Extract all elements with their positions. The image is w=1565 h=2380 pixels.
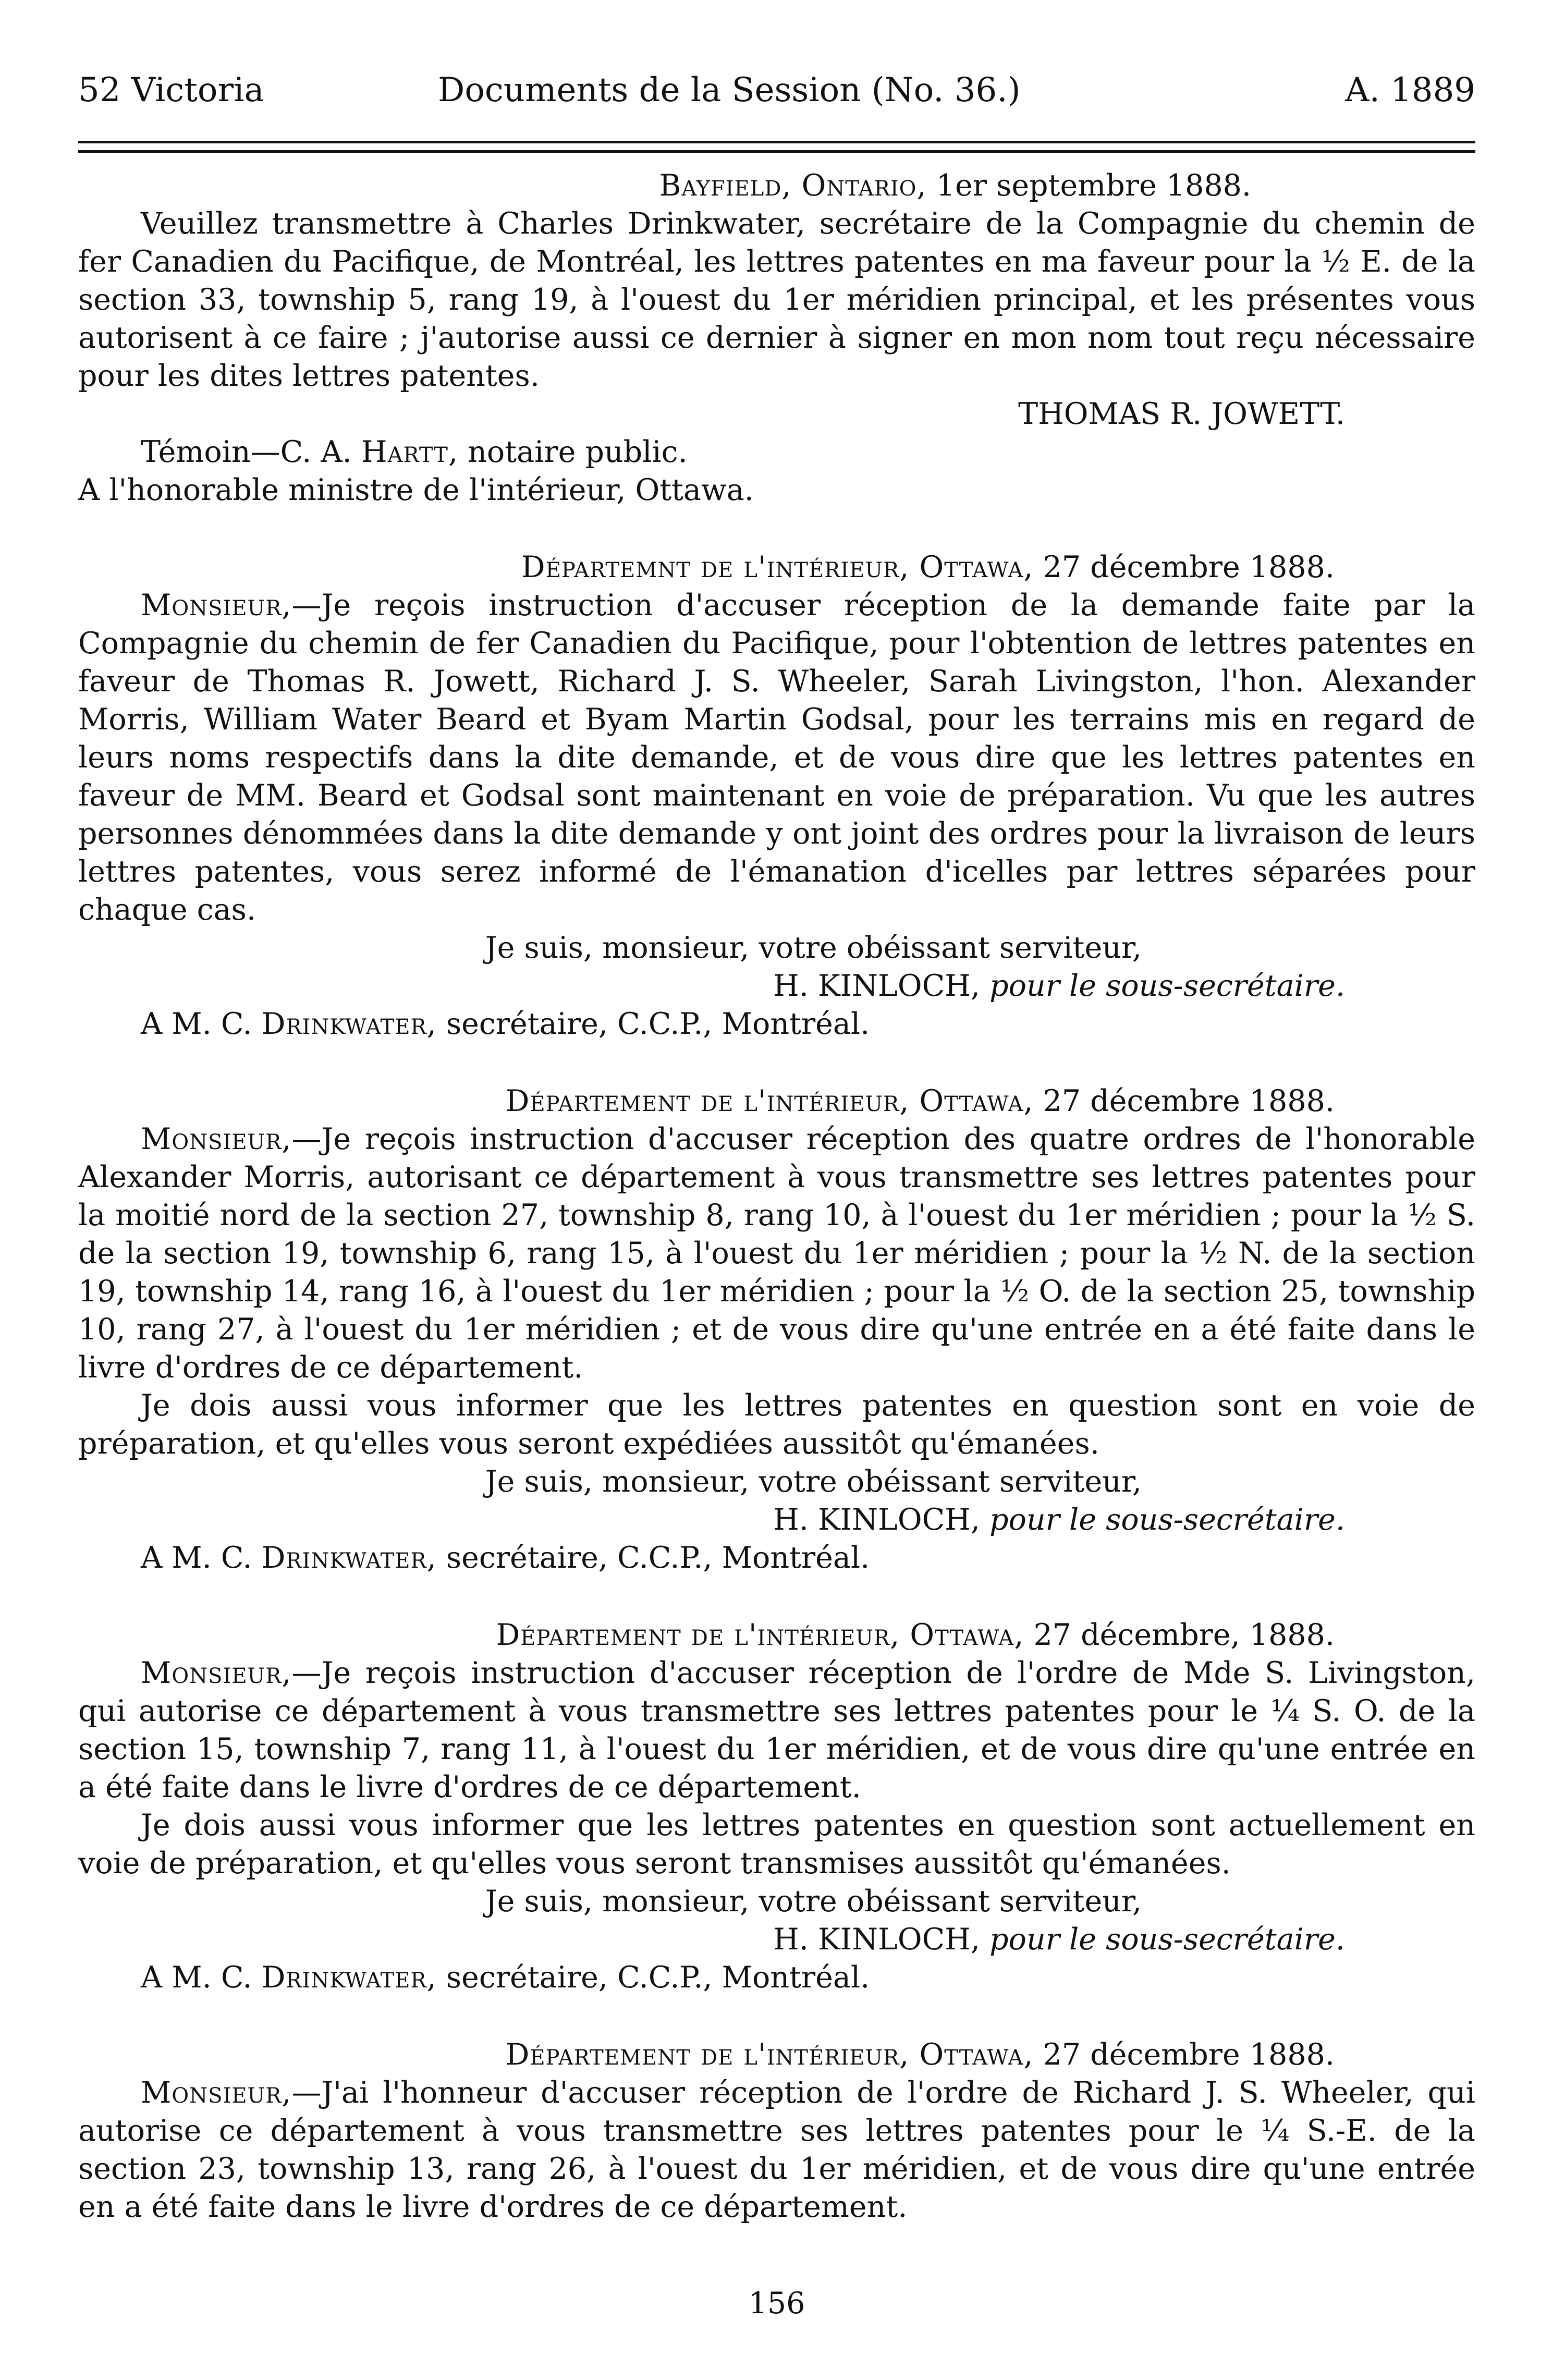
letter-body: Monsieur,—Je reçois instruction d'accuser réception des quatre ordres de l'honorable Alexander Morris, autorisant ce département à vous transmettre ses lettres patentes pour la moitié nord de la section 27, township 8, rang 10, à l'ouest du 1er méridien ; pour la ½ S. de la section 19, township 6, rang 15, à l'ouest du 1er méridien ; pour la ½ N. de la section 19, township 14, rang 16, à l'ouest du 1er méridien ; pour la ½ O. de la section 25, township 10, rang 27, à l'ouest du 1er méridien ; et de vous dire qu'une entrée en a été faite dans le livre d'ordres de ce département.: [78, 1122, 1475, 1385]
letter-jowett-authorization: [78, 167, 1475, 509]
closing-line: Je suis, monsieur, votre obéissant serviteur,: [485, 1884, 1142, 1919]
signature: THOMAS R. JOWETT.: [1018, 397, 1345, 431]
header-rule-bottom: [78, 150, 1475, 153]
signature: H. KINLOCH, pour le sous-secrétaire.: [773, 1503, 1345, 1537]
page-number: 156: [748, 2286, 805, 2321]
letter-kinloch-1: [78, 548, 1475, 1043]
closing-line: Je suis, monsieur, votre obéissant serviteur,: [485, 931, 1142, 965]
header-title: Documents de la Session (No. 36.): [438, 71, 1021, 109]
signature: H. KINLOCH, pour le sous-secrétaire.: [773, 1922, 1345, 1957]
letter-body-second: Je dois aussi vous informer que les lettres patentes en question sont en voie de préparation, et qu'elles vous seront expédiées aussitôt qu'émanées.: [78, 1388, 1475, 1461]
letter-wheeler: [78, 2036, 1475, 2226]
dateline: Départemnt de l'intérieur, Ottawa, 27 décembre 1888.: [521, 550, 1335, 584]
dateline: Département de l'intérieur, Ottawa, 27 décembre 1888.: [505, 1084, 1335, 1118]
salutation: Monsieur,: [141, 1656, 292, 1690]
letter-body: Monsieur,—Je reçois instruction d'accuser réception de la demande faite par la Compagnie du chemin de fer Canadien du Pacifique, pour l'obtention de lettres patentes en faveur de Thomas R. Jowett, Richard J. S. Wheeler, Sarah Livingston, l'hon. Alexander Morris, William Water Beard et Byam Martin Godsal, pour les terrains mis en regard de leurs noms respectifs dans la dite demande, et de vous dire que les lettres patentes en faveur de MM. Beard et Godsal sont maintenant en voie de préparation. Vu que les autres personnes dénommées dans la dite demande y ont joint des ordres pour la livraison de leurs lettres patentes, vous serez informé de l'émanation d'icelles par lettres séparées pour chaque cas.: [78, 588, 1475, 927]
letter-body: Veuillez transmettre à Charles Drinkwater, secrétaire de la Compagnie du chemin de fer Canadien du Pacifique, de Montréal, les lettres patentes en ma faveur pour la ½ E. de la section 33, township 5, rang 19, à l'ouest du 1er méridien principal, et les présentes vous autorisent à ce faire ; j'autorise aussi ce dernier à signer en mon nom tout reçu nécessaire pour les dites lettres patentes.: [78, 206, 1475, 393]
header-volume: 52 Victoria: [78, 71, 264, 109]
dateline: Département de l'intérieur, Ottawa, 27 décembre 1888.: [505, 2037, 1335, 2072]
page-header: [78, 62, 1475, 119]
recipient-line: A M. C. Drinkwater, secrétaire, C.C.P., Montréal.: [141, 1007, 870, 1041]
document-body: [78, 167, 1475, 2226]
salutation: Monsieur,: [141, 588, 292, 623]
salutation: Monsieur,: [141, 1122, 292, 1156]
letter-body: Monsieur,—J'ai l'honneur d'accuser réception de l'ordre de Richard J. S. Wheeler, qui autorise ce département à vous transmettre ses lettres patentes pour le ¼ S.-E. de la section 23, township 13, rang 26, à l'ouest du 1er méridien, et de vous dire qu'une entrée en a été faite dans le livre d'ordres de ce département.: [78, 2076, 1475, 2224]
recipient-line: A M. C. Drinkwater, secrétaire, C.C.P., Montréal.: [141, 1541, 870, 1575]
dateline: Département de l'intérieur, Ottawa, 27 décembre, 1888.: [496, 1618, 1335, 1652]
witness-line: Témoin—C. A. Hartt, notaire public.: [141, 435, 688, 469]
document-page: [78, 0, 1475, 2380]
addressee-line: A l'honorable ministre de l'intérieur, Ottawa.: [78, 473, 754, 507]
letter-kinloch-3: [78, 1616, 1475, 1997]
letter-body: Monsieur,—Je reçois instruction d'accuser réception de l'ordre de Mde S. Livingston, qui autorise ce département à vous transmettre ses lettres patentes pour le ¼ S. O. de la section 15, township 7, rang 11, à l'ouest du 1er méridien, et de vous dire qu'une entrée en a été faite dans le livre d'ordres de ce département.: [78, 1656, 1475, 1804]
letter-kinloch-2: [78, 1082, 1475, 1577]
closing-line: Je suis, monsieur, votre obéissant serviteur,: [485, 1464, 1142, 1499]
recipient-line: A M. C. Drinkwater, secrétaire, C.C.P., Montréal.: [141, 1960, 870, 1995]
header-rule-top: [78, 141, 1475, 143]
letter-body-second: Je dois aussi vous informer que les lettres patentes en question sont actuellement en voie de préparation, et qu'elles vous seront transmises aussitôt qu'émanées.: [78, 1808, 1475, 1881]
signature: H. KINLOCH, pour le sous-secrétaire.: [773, 969, 1345, 1003]
dateline: Bayfield, Ontario, 1er septembre 1888.: [659, 168, 1251, 203]
salutation: Monsieur,: [141, 2076, 292, 2110]
header-year: A. 1889: [1345, 71, 1475, 109]
